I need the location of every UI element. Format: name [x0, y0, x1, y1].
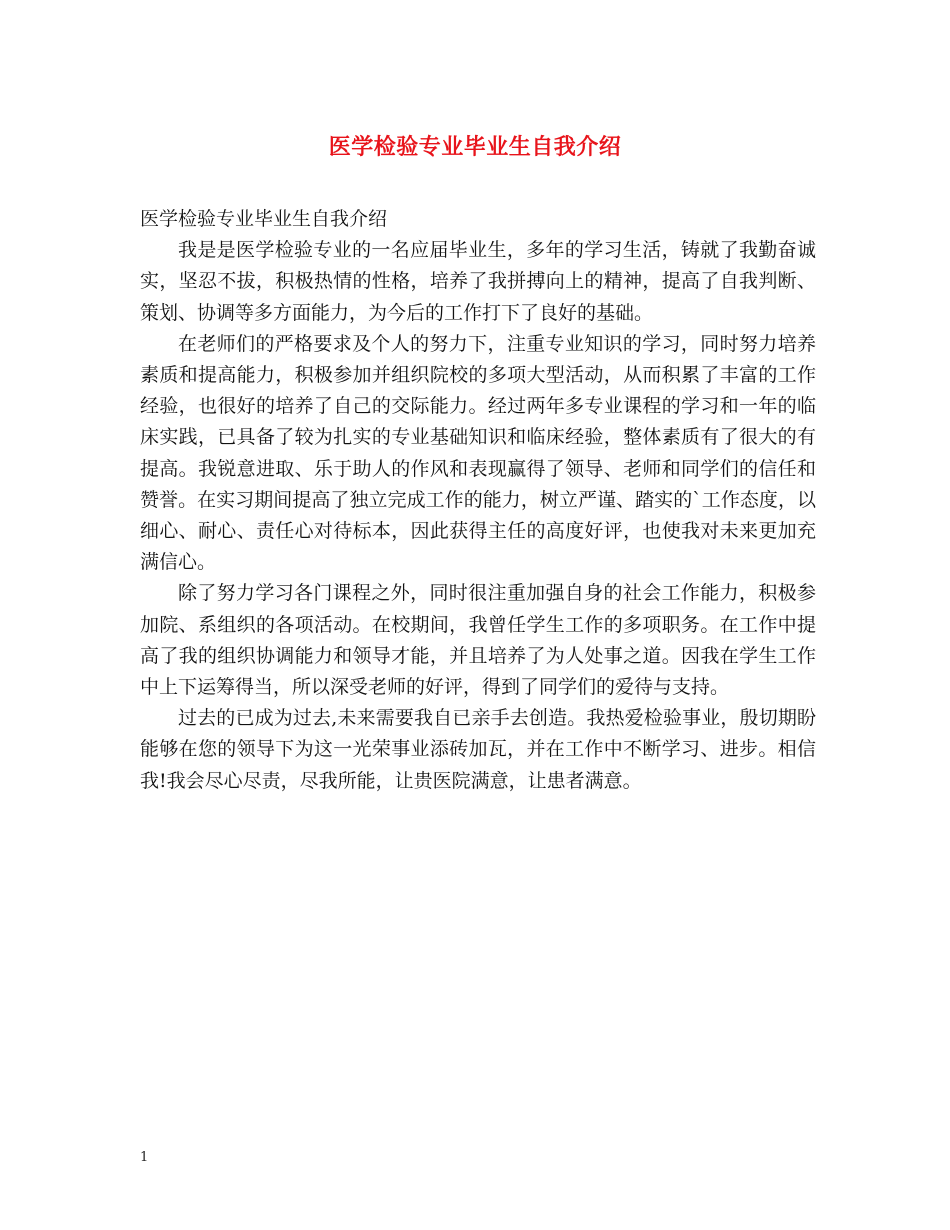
document-body: [140, 204, 816, 797]
document-subtitle: 医学检验专业毕业生自我介绍: [140, 208, 388, 230]
paragraph: 过去的已成为过去,未来需要我自已亲手去创造。我热爱检验事业，殷切期盼能够在您的领导下为这一光荣事业添砖加瓦，并在工作中不断学习、进步。相信我!我会尽心尽责，尽我所能，让贵医院满意，让患者满意。: [140, 707, 816, 792]
paragraph: 在老师们的严格要求及个人的努力下，注重专业知识的学习，同时努力培养素质和提高能力，积极参加并组织院校的多项大型活动，从而积累了丰富的工作经验，也很好的培养了自己的交际能力。经过两年多专业课程的学习和一年的临床实践，已具备了较为扎实的专业基础知识和临床经验，整体素质有了很大的有提高。我锐意进取、乐于助人的作风和表现赢得了领导、老师和同学们的信任和赞誉。在实习期间提高了独立完成工作的能力，树立严谨、踏实的`工作态度，以细心、耐心、责任心对待标本，因此获得主任的高度好评，也使我对未来更加充满信心。: [140, 332, 816, 574]
document-title: 医学检验专业毕业生自我介绍: [328, 134, 622, 160]
paragraph: 我是是医学检验专业的一名应届毕业生，多年的学习生活，铸就了我勤奋诚实，坚忍不拔，积极热情的性格，培养了我拼搏向上的精神，提高了自我判断、策划、协调等多方面能力，为今后的工作打下了良好的基础。: [140, 239, 816, 324]
page-number: 1: [140, 1150, 149, 1165]
paragraph: 除了努力学习各门课程之外，同时很注重加强自身的社会工作能力，积极参加院、系组织的各项活动。在校期间，我曾任学生工作的多项职务。在工作中提高了我的组织协调能力和领导才能，并且培养了为人处事之道。因我在学生工作中上下运筹得当，所以深受老师的好评，得到了同学们的爱待与支持。: [140, 582, 816, 699]
